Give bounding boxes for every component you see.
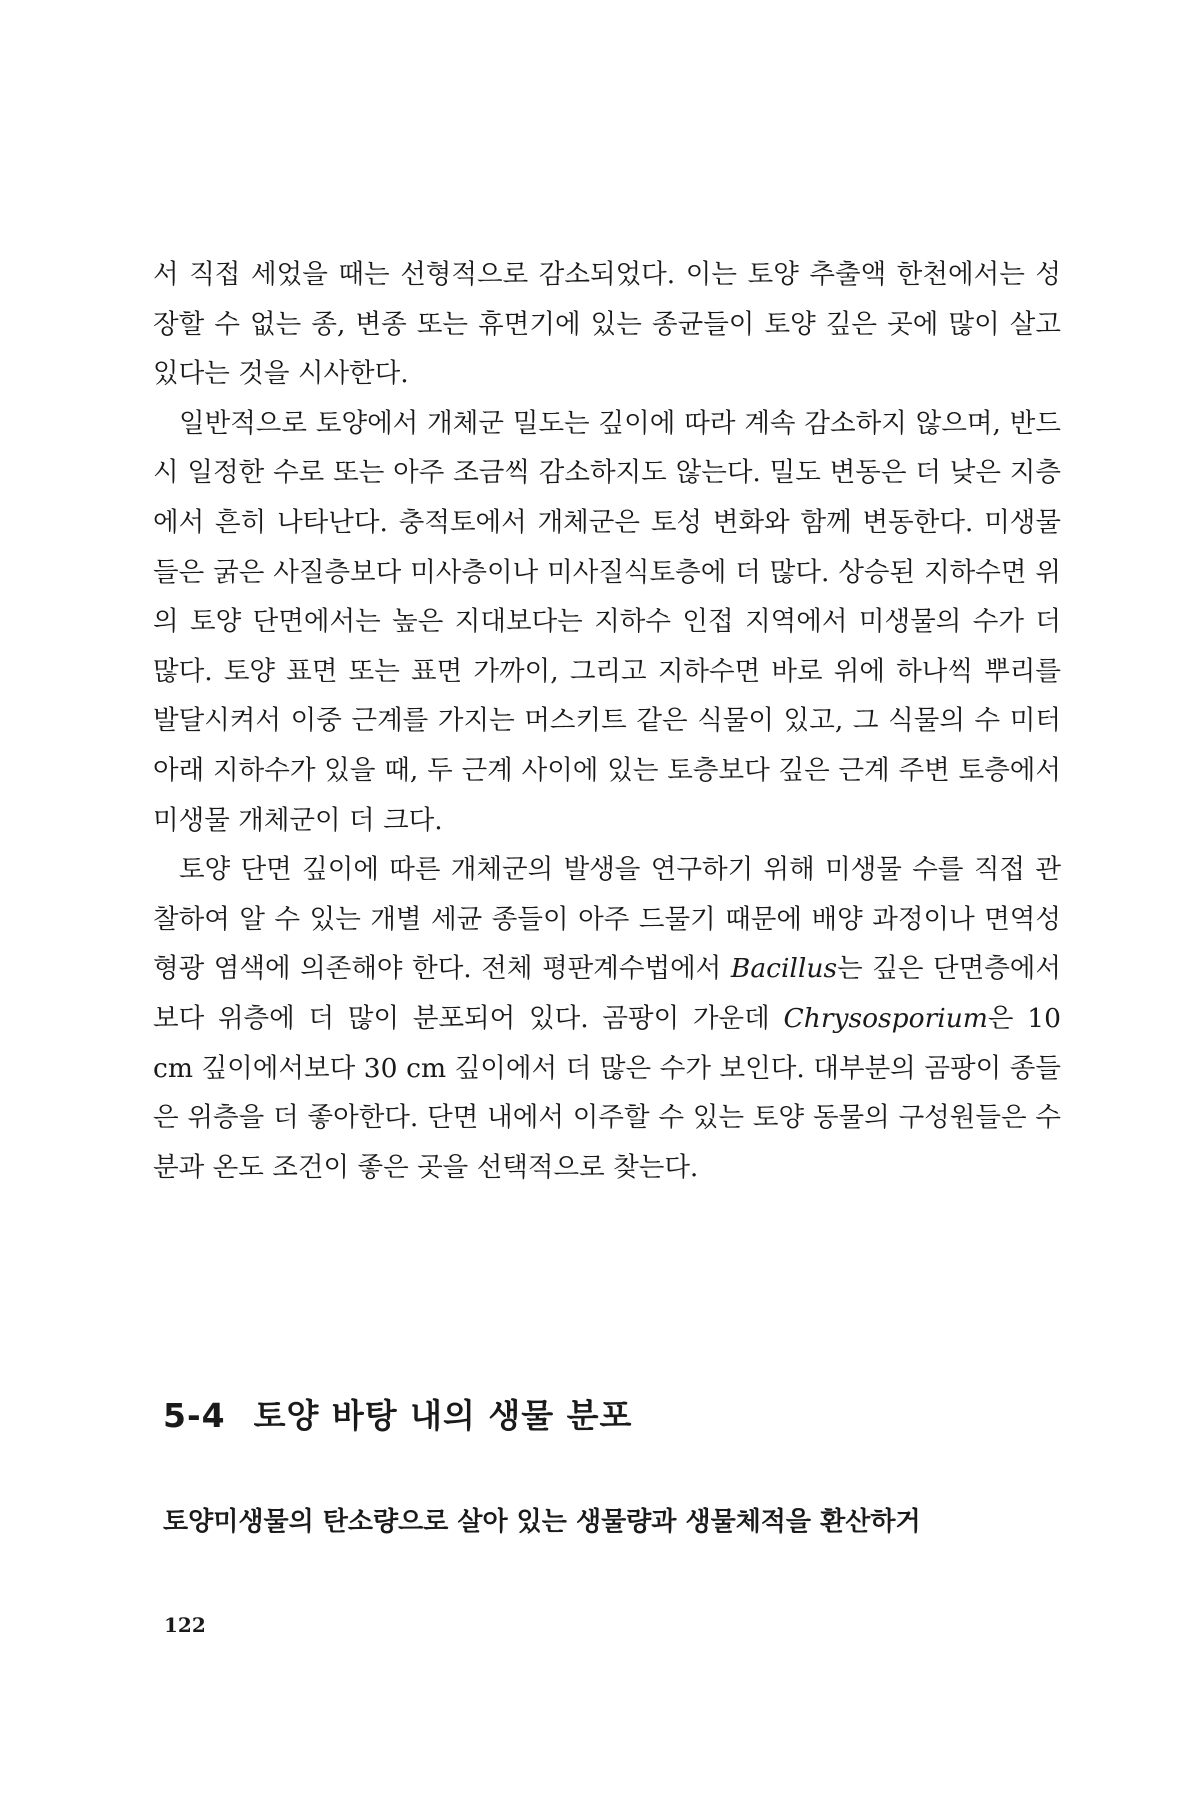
paragraph-3 bbox=[153, 845, 1061, 1192]
paragraph-3-text-c: 은 10 cm 깊이에서보다 30 cm 깊이에서 더 많은 수가 보인다. 대부분의 곰팡이 종들은 위층을 더 좋아한다. 단면 내에서 이주할 수 있는 토양 동물의 구성원들은 수분과 온도 조건이 좋은 곳을 선택적으로 찾는다. bbox=[153, 1002, 1062, 1183]
section-heading bbox=[163, 1390, 1063, 1437]
paragraph-3-text-b: 는 깊은 단면층에서보다 위층에 더 많이 분포되어 있다. 곰팡이 가운데 bbox=[153, 953, 1061, 1034]
section-title: 토양 바탕 내의 생물 분포 bbox=[253, 1396, 633, 1435]
page-number: 122 bbox=[164, 1613, 206, 1637]
paragraph-3-text-a: 토양 단면 깊이에 따른 개체군의 발생을 연구하기 위해 미생물 수를 직접 관찰하여 알 수 있는 개별 세균 종들이 아주 드물기 때문에 배양 과정이나 면역성 형광 염색에 의존해야 한다. 전체 평판계수법에서 bbox=[153, 854, 1061, 985]
body-text bbox=[153, 250, 1061, 1192]
paragraph-2 bbox=[153, 399, 1061, 845]
section-lead-text: 토양미생물의 탄소량으로 살아 있는 생물량과 생물체적을 환산하거 bbox=[163, 1507, 921, 1537]
paragraph-1-text: 서 직접 세었을 때는 선형적으로 감소되었다. 이는 토양 추출액 한천에서는 성장할 수 없는 종, 변종 또는 휴면기에 있는 종균들이 토양 깊은 곳에 많이 살고 있다는 것을 시사한다. bbox=[153, 259, 1061, 390]
paragraph-2-text: 일반적으로 토양에서 개체군 밀도는 깊이에 따라 계속 감소하지 않으며, 반드시 일정한 수로 또는 아주 조금씩 감소하지도 않는다. 밀도 변동은 더 낮은 지층에서 흔히 나타난다. 충적토에서 개체군은 토성 변화와 함께 변동한다. 미생물들은 굵은 사질층보다 미사층이나 미사질식토층에 더 많다. 상승된 지하수면 위의 토양 단면에서는 높은 지대보다는 지하수 인접 지역에서 미생물의 수가 더 많다. 토양 표면 또는 표면 가까이, 그리고 지하수면 바로 위에 하나씩 뿌리를 발달시켜서 이중 근계를 가지는 머스키트 같은 식물이 있고, 그 식물의 수 미터 아래 지하수가 있을 때, 두 근계 사이에 있는 토층보다 깊은 근계 주변 토층에서 미생물 개체군이 더 크다. bbox=[153, 407, 1061, 836]
section-number: 5-4 bbox=[163, 1396, 226, 1435]
genus-name-chrysosporium: Chrysosporium bbox=[783, 1002, 988, 1034]
genus-name-bacillus: Bacillus bbox=[730, 953, 838, 985]
paragraph-1 bbox=[153, 250, 1061, 399]
